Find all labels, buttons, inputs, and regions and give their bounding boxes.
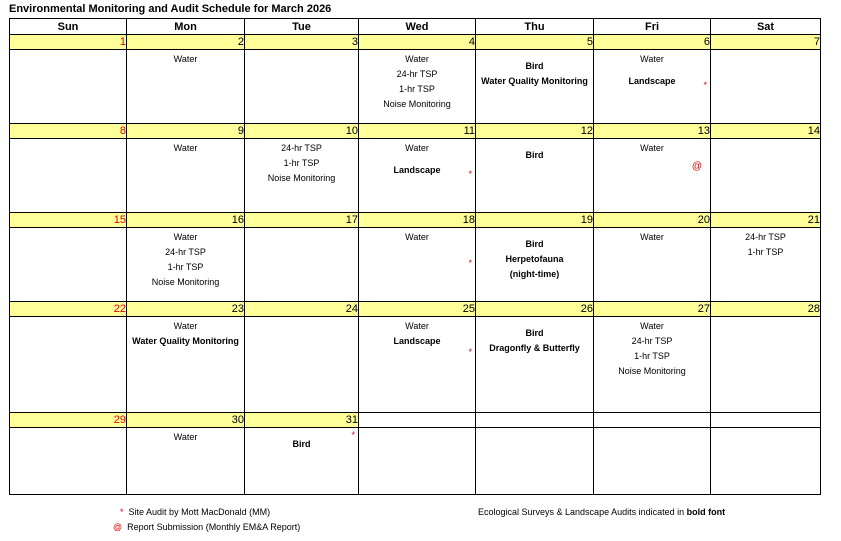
date-number: 12 [476,124,594,139]
event-item: Water Quality Monitoring [132,336,239,346]
event-item: Water [173,54,198,64]
date-number: 7 [711,35,821,50]
event-item: Water [173,432,198,442]
event-item: Water [405,321,429,331]
legend-site-audit [120,507,270,517]
date-number: 18 [359,213,476,228]
site-audit-text: Site Audit by Mott MacDonald (MM) [128,507,271,517]
event-item: 24-hr TSP [165,247,206,257]
event-item: Bird [525,239,544,249]
report-text: Report Submission (Monthly EM&A Report) [127,522,301,532]
day-events [10,139,127,213]
note-prefix: Ecological Surveys & Landscape Audits indicated in [478,507,687,517]
day-events [476,139,594,213]
event-item: Water [640,143,664,153]
date-number: 8 [10,124,127,139]
day-events [594,139,711,213]
day-header: Fri [594,19,711,35]
date-number: 30 [127,413,245,428]
date-number: 3 [245,35,359,50]
event-item: Water [173,232,198,242]
day-events [476,428,594,495]
event-item: Bird [292,439,311,449]
event-item: Water [640,54,664,64]
date-number: 29 [10,413,127,428]
date-number: 9 [127,124,245,139]
date-number: 1 [10,35,127,50]
day-events [127,317,245,413]
event-item: 24-hr TSP [281,143,322,153]
event-item: Noise Monitoring [267,173,336,183]
event-item: Water [173,143,198,153]
legend-report [113,522,300,532]
day-events [594,428,711,495]
date-number: 31 [245,413,359,428]
date-number [359,413,476,428]
date-number: 28 [711,302,821,317]
day-events [245,50,359,124]
legend-note [478,507,725,517]
date-number: 6 [594,35,711,50]
event-item: Water [640,232,664,242]
day-header: Wed [359,19,476,35]
day-events [127,428,245,495]
date-number: 15 [10,213,127,228]
date-number: 20 [594,213,711,228]
day-events [359,139,476,213]
event-item: 1-hr TSP [283,158,320,168]
day-header: Tue [245,19,359,35]
day-events [476,317,594,413]
day-events [594,228,711,302]
day-events [127,50,245,124]
event-item: Water [173,321,198,331]
date-number: 24 [245,302,359,317]
day-events [476,228,594,302]
event-item: Bird [525,150,544,160]
day-events [10,317,127,413]
date-number: 5 [476,35,594,50]
event-item: Water Quality Monitoring [481,76,588,86]
date-number: 13 [594,124,711,139]
date-number: 25 [359,302,476,317]
event-item: Dragonfly & Butterfly [489,343,580,353]
date-number: 10 [245,124,359,139]
day-events [10,228,127,302]
date-number: 21 [711,213,821,228]
date-number: 4 [359,35,476,50]
event-item: Water [405,232,429,242]
day-events [10,50,127,124]
day-events [476,50,594,124]
date-number: 17 [245,213,359,228]
site-audit-symbol: * [120,507,124,517]
day-events [245,317,359,413]
day-events [594,50,711,124]
site-audit-marker: * [703,80,707,90]
site-audit-marker: * [468,258,472,268]
day-events [359,50,476,124]
date-number: 14 [711,124,821,139]
day-events [127,139,245,213]
day-events [359,228,476,302]
date-number: 27 [594,302,711,317]
site-audit-marker: * [468,347,472,357]
day-events [711,139,821,213]
date-number [711,413,821,428]
day-events [711,428,821,495]
event-item: Landscape [393,165,441,175]
page-title: Environmental Monitoring and Audit Schedule for March 2026 [9,3,332,15]
event-item: Noise Monitoring [618,366,686,376]
event-item: Bird [525,61,544,71]
event-item: (night-time) [509,269,560,279]
note-bold: bold font [686,507,726,517]
day-events [359,428,476,495]
event-item: Noise Monitoring [151,277,220,287]
calendar-table [9,18,821,495]
event-item: Water [640,321,664,331]
date-number [594,413,711,428]
date-number: 16 [127,213,245,228]
report-submission-marker: @ [691,161,702,172]
day-events [594,317,711,413]
date-number [476,413,594,428]
event-item: Noise Monitoring [383,99,451,109]
day-events [711,50,821,124]
event-item: Bird [525,328,544,338]
day-header: Sat [711,19,821,35]
date-number: 23 [127,302,245,317]
report-symbol: @ [113,522,123,532]
event-item: Water [405,54,429,64]
site-audit-marker: * [351,430,355,440]
day-header: Thu [476,19,594,35]
event-item: 24-hr TSP [631,336,673,346]
day-header: Mon [127,19,245,35]
event-item: Landscape [628,76,676,86]
day-events [711,228,821,302]
event-item: Herpetofauna [505,254,564,264]
event-item: 1-hr TSP [167,262,204,272]
event-item: 24-hr TSP [396,69,438,79]
date-number: 22 [10,302,127,317]
date-number: 26 [476,302,594,317]
date-number: 2 [127,35,245,50]
day-events [245,228,359,302]
event-item: 1-hr TSP [747,247,784,257]
event-item: Landscape [393,336,441,346]
day-events [245,139,359,213]
day-events [245,428,359,495]
event-item: 1-hr TSP [399,84,435,94]
event-item: Water [405,143,429,153]
day-events [10,428,127,495]
date-number: 19 [476,213,594,228]
day-events [359,317,476,413]
day-header: Sun [10,19,127,35]
event-item: 1-hr TSP [634,351,670,361]
date-number: 11 [359,124,476,139]
day-events [711,317,821,413]
day-events [127,228,245,302]
site-audit-marker: * [468,169,472,179]
event-item: 24-hr TSP [745,232,786,242]
